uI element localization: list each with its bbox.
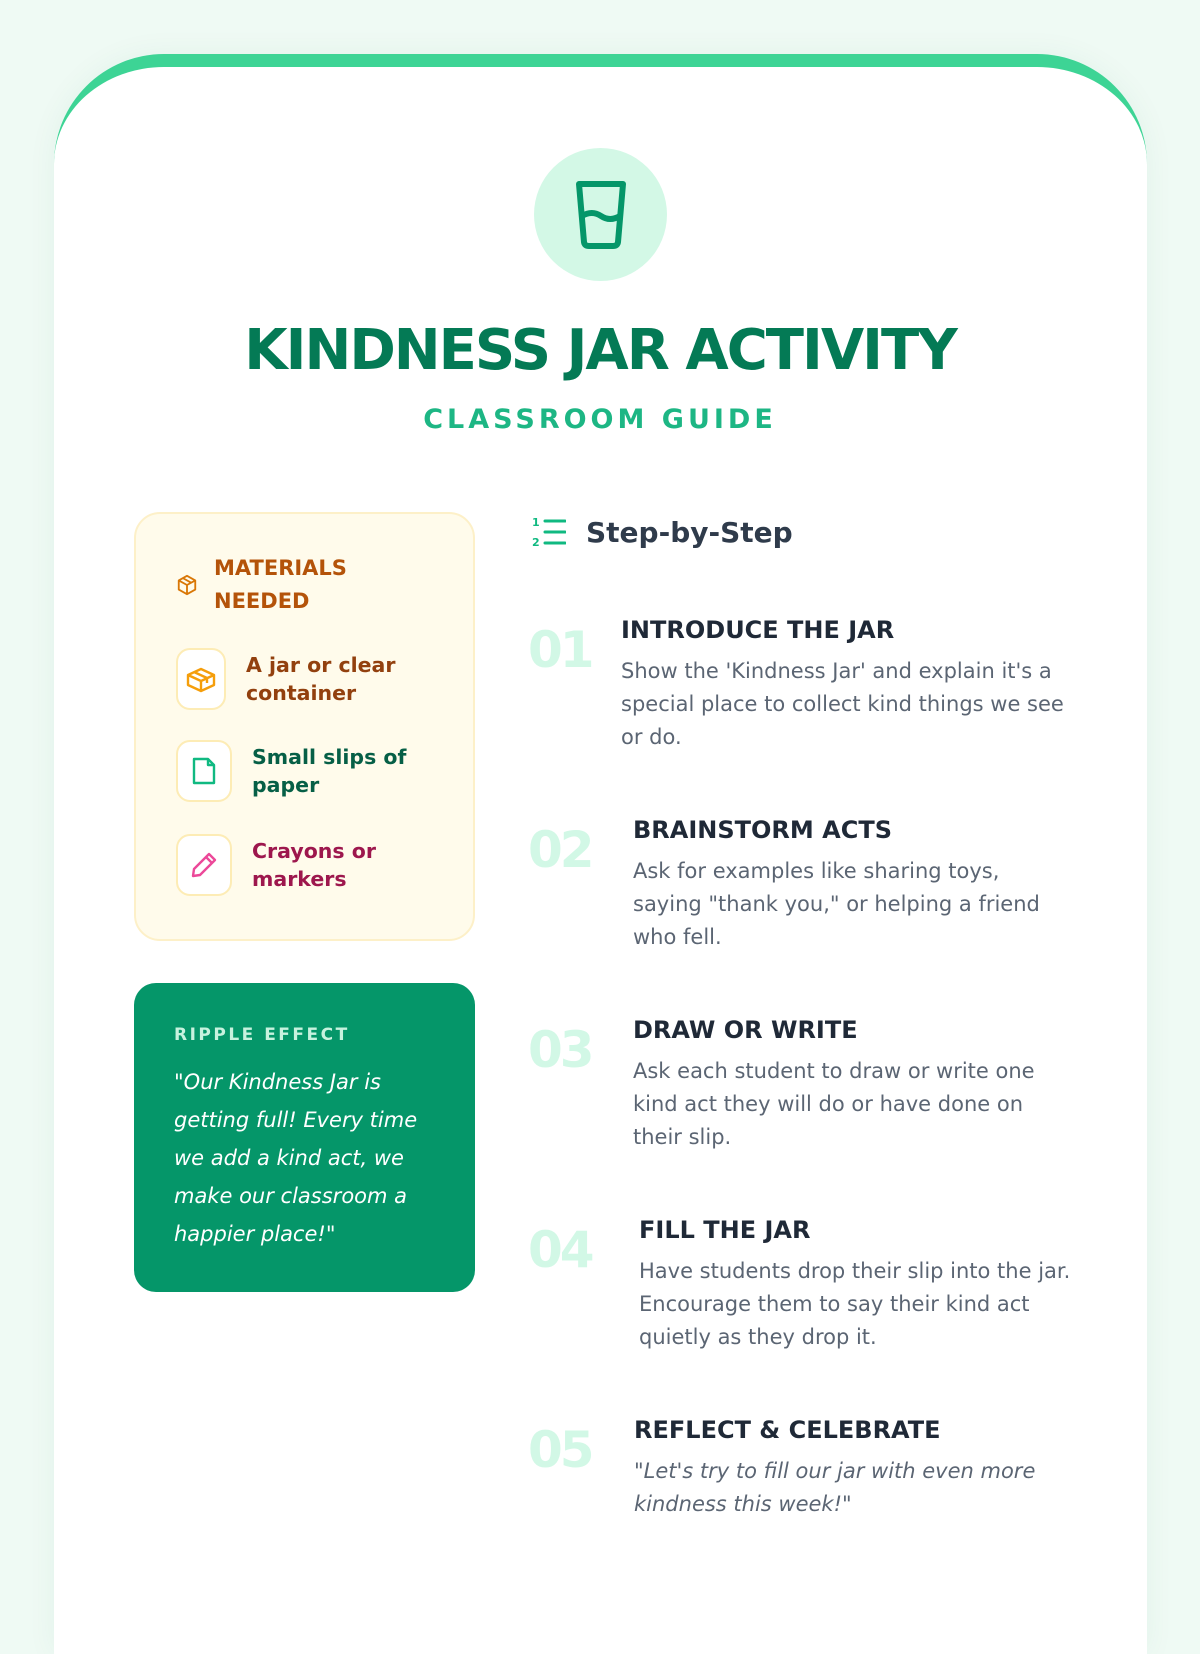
material-icon-box — [176, 648, 226, 710]
materials-heading — [176, 552, 364, 618]
step-number: 05 — [528, 1421, 592, 1479]
materials-heading-text: MATERIALS NEEDED — [214, 556, 347, 613]
step-number: 02 — [528, 821, 592, 879]
step-title: FILL THE JAR — [639, 1216, 811, 1244]
material-label: Small slips of paper — [252, 745, 407, 797]
paper-icon — [190, 756, 218, 786]
page-title: KINDNESS JAR ACTIVITY — [244, 318, 956, 383]
pencil-icon — [189, 850, 219, 880]
glass-jar-icon — [574, 180, 628, 250]
step-description: Have students drop their slip into the jar. Encourage them to say their kind act quietly as they drop it. — [639, 1259, 1071, 1349]
ripple-effect-card — [134, 983, 475, 1292]
step-description: Ask each student to draw or write one kind act they will do or have done on their slip. — [633, 1059, 1035, 1149]
step-description: "Let's try to fill our jar with even more kindness this week!" — [634, 1459, 1036, 1516]
package-icon — [176, 574, 198, 596]
step-number: 03 — [528, 1021, 592, 1079]
step-title: DRAW OR WRITE — [633, 1016, 858, 1044]
step-description: Ask for examples like sharing toys, saying "thank you," or helping a friend who fell. — [633, 859, 1040, 949]
steps-heading — [532, 515, 793, 549]
material-icon-pencil — [176, 834, 232, 896]
material-icon-paper — [176, 740, 232, 802]
materials-panel — [134, 512, 475, 941]
material-item-paper — [176, 740, 422, 802]
material-item-crayons — [176, 834, 422, 896]
material-label: A jar or clear container — [246, 653, 396, 705]
material-label: Crayons or markers — [252, 839, 376, 891]
step-title: INTRODUCE THE JAR — [621, 616, 895, 644]
ripple-quote: "Our Kindness Jar is getting full! Every time we add a kind act, we make our classroom a happier place!" — [174, 1070, 418, 1246]
numbered-list-icon — [532, 515, 566, 549]
step-description: Show the 'Kindness Jar' and explain it's a special place to collect kind things we see or do. — [621, 659, 1064, 749]
step-number: 01 — [528, 621, 592, 679]
step-title: REFLECT & CELEBRATE — [634, 1416, 941, 1444]
ripple-label: RIPPLE EFFECT — [174, 1025, 350, 1045]
svg-text:2: 2 — [532, 536, 540, 549]
step-number: 04 — [528, 1221, 592, 1279]
steps-heading-text: Step-by-Step — [586, 515, 793, 549]
step-title: BRAINSTORM ACTS — [633, 816, 892, 844]
logo-badge — [534, 148, 667, 281]
svg-text:1: 1 — [532, 516, 540, 529]
material-item-jar — [176, 648, 416, 710]
box-icon — [185, 665, 217, 693]
page-subtitle: CLASSROOM GUIDE — [423, 404, 777, 435]
